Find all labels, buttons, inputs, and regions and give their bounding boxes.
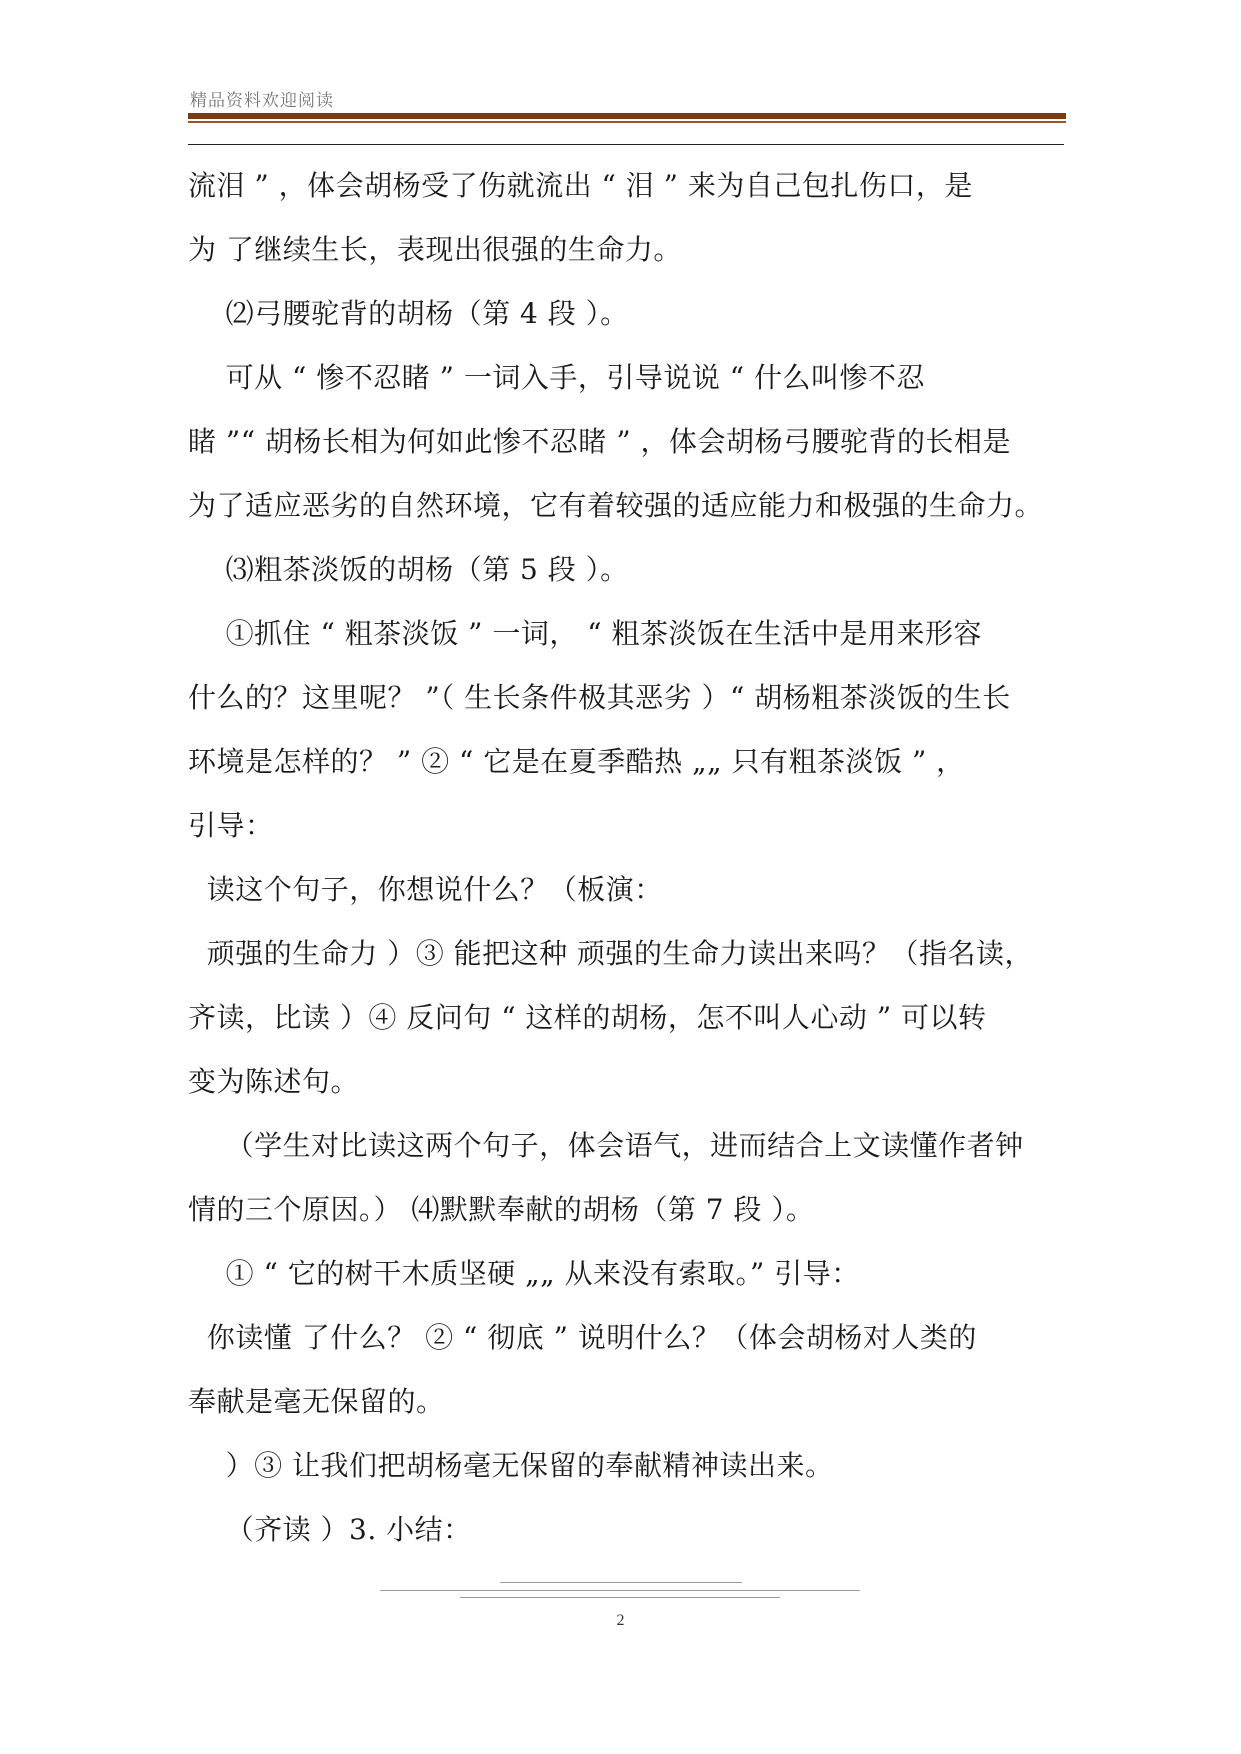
body-line: 为 了继续生长，表现出很强的生命力。 bbox=[188, 233, 682, 266]
footer-rule bbox=[460, 1597, 780, 1598]
body-line: 情的三个原因。） ⑷默默奉献的胡杨（第 7 段 ）。 bbox=[188, 1193, 815, 1226]
body-line: 顽强的生命力 ）③ 能把这种 顽强的生命力读出来吗？（指名读， bbox=[188, 937, 1034, 970]
body-line: ①抓住 “ 粗茶淡饭 ” 一词， “ 粗茶淡饭在生活中是用来形容 bbox=[188, 617, 982, 650]
page-number: 2 bbox=[616, 1612, 625, 1629]
body-line: ⑵弓腰驼背的胡杨（第 4 段 ）。 bbox=[188, 297, 629, 330]
body-line: 奉献是毫无保留的。 bbox=[188, 1385, 445, 1418]
body-line: ）③ 让我们把胡杨毫无保留的奉献精神读出来。 bbox=[188, 1449, 834, 1482]
body-line: 什么的？这里呢？ ”（ 生长条件极其恶劣 ）“ 胡杨粗茶淡饭的生长 bbox=[188, 681, 1011, 714]
body-line: 流泪 ” ，体会胡杨受了伤就流出 “ 泪 ” 来为自己包扎伤口，是 bbox=[188, 169, 973, 202]
header-text: 精品资料欢迎阅读 bbox=[190, 91, 334, 111]
body-line: （齐读 ）3. 小结： bbox=[188, 1513, 472, 1546]
body-line: 可从 “ 惨不忍睹 ” 一词入手，引导说说 “ 什么叫惨不忍 bbox=[188, 361, 925, 394]
body-line: 变为陈述句。 bbox=[188, 1065, 360, 1098]
body-line: 读这个句子，你想说什么？（板演： bbox=[188, 873, 663, 906]
body-line: 为了适应恶劣的自然环境，它有着较强的适应能力和极强的生命力。 bbox=[188, 489, 1044, 522]
body-line: ⑶粗茶淡饭的胡杨（第 5 段 ）。 bbox=[188, 553, 629, 586]
header-rule-accent bbox=[188, 121, 1066, 123]
header-rule bbox=[188, 113, 1066, 119]
body-line: 环境是怎样的？ ” ② “ 它是在夏季酷热 „„ 只有粗茶淡饭 ” ， bbox=[188, 745, 965, 778]
body-line: 齐读，比读 ）④ 反问句 “ 这样的胡杨，怎不叫人心动 ” 可以转 bbox=[188, 1001, 987, 1034]
body-line: （学生对比读这两个句子，体会语气，进而结合上文读懂作者钟 bbox=[188, 1129, 1024, 1162]
header-underline bbox=[188, 144, 1064, 145]
body-line: 你读懂 了什么？ ② “ 彻底 ” 说明什么？（体会胡杨对人类的 bbox=[188, 1321, 977, 1354]
footer-rule bbox=[380, 1590, 860, 1591]
body-line: 引导： bbox=[188, 809, 274, 842]
body-line: 睹 ”“ 胡杨长相为何如此惨不忍睹 ” ，体会胡杨弓腰驼背的长相是 bbox=[188, 425, 1012, 458]
footer-rule bbox=[500, 1582, 742, 1583]
body-line: ① “ 它的树干木质坚硬 „„ 从来没有索取。” 引导： bbox=[188, 1257, 860, 1290]
